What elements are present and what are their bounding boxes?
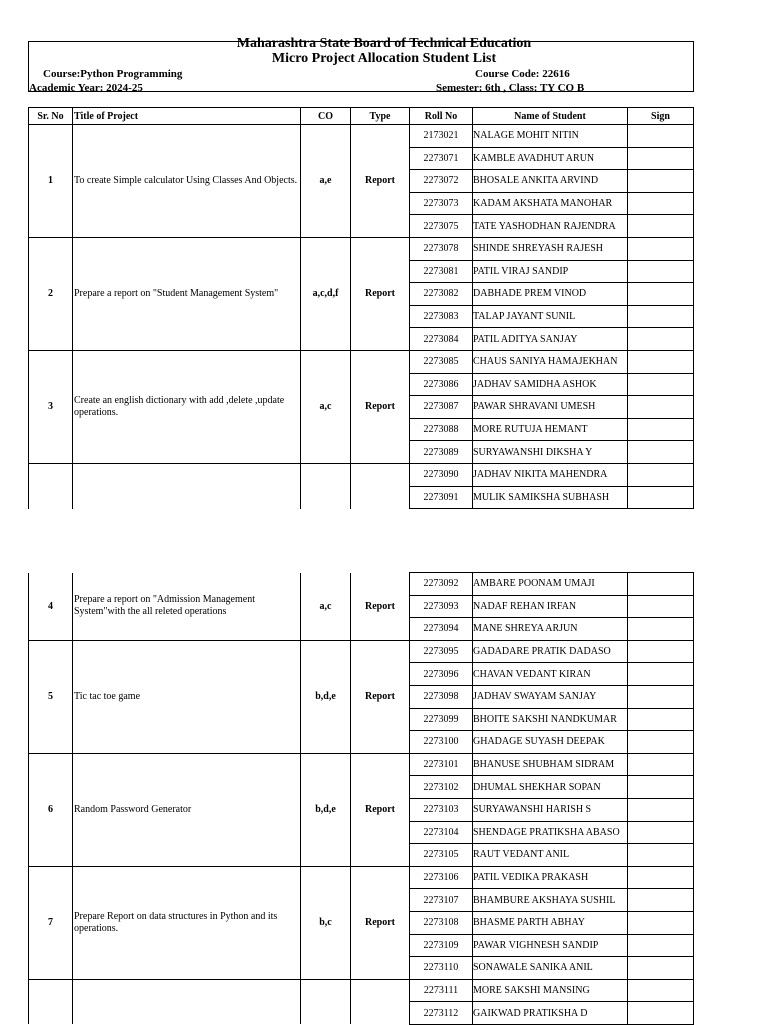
table-row [29,640,694,663]
roll-no-cell: 2273072 [410,170,473,193]
student-name-cell: PAWAR VIGHNESH SANDIP [473,934,628,957]
sign-cell [628,147,694,170]
sign-cell [628,237,694,260]
sign-cell [628,192,694,215]
project-title: Prepare a report on "Student Management System" [73,237,301,350]
sign-cell [628,640,694,663]
col-header-sign: Sign [628,108,694,125]
sign-cell [628,798,694,821]
project-co: a,c [301,350,351,463]
roll-no-cell: 2273073 [410,192,473,215]
student-name-cell: PATIL VEDIKA PRAKASH [473,866,628,889]
roll-no-cell: 2273095 [410,640,473,663]
sign-cell [628,396,694,419]
roll-no-cell: 2273078 [410,237,473,260]
roll-no-cell: 2273098 [410,685,473,708]
roll-no-cell: 2273094 [410,618,473,641]
roll-no-cell: 2273081 [410,260,473,283]
project-sr-no: 7 [29,866,73,979]
student-name-cell: MORE RUTUJA HEMANT [473,418,628,441]
roll-no-cell: 2273091 [410,486,473,509]
semester-class-label: Semester: 6th , Class: TY CO B [436,82,585,94]
student-name-cell: GADADARE PRATIK DADASO [473,640,628,663]
sign-cell [628,350,694,373]
student-name-cell: TATE YASHODHAN RAJENDRA [473,215,628,238]
sign-cell [628,1002,694,1025]
sign-cell [628,125,694,148]
student-name-cell: SHINDE SHREYASH RAJESH [473,237,628,260]
col-header-roll: Roll No [410,108,473,125]
project-sr-no: 2 [29,237,73,350]
roll-no-cell: 2273096 [410,663,473,686]
student-name-cell: MANE SHREYA ARJUN [473,618,628,641]
project-type: Report [351,640,410,753]
sign-cell [628,979,694,1002]
project-type: Report [351,753,410,866]
project-type: Report [351,237,410,350]
project-co: b,d,e [301,640,351,753]
list-title: Micro Project Allocation Student List [271,51,497,66]
sign-cell [628,328,694,351]
project-type: Report [351,125,410,238]
sign-cell [628,753,694,776]
project-sr-no: 1 [29,125,73,238]
sign-cell [628,934,694,957]
sign-cell [628,911,694,934]
student-name-cell: BHASME PARTH ABHAY [473,911,628,934]
roll-no-cell: 2273112 [410,1002,473,1025]
student-name-cell: AMBARE POONAM UMAJI [473,573,628,596]
sign-cell [628,957,694,980]
project-sr-no: 5 [29,640,73,753]
student-name-cell: GHADAGE SUYASH DEEPAK [473,731,628,754]
student-name-cell: BHAMBURE AKSHAYA SUSHIL [473,889,628,912]
student-name-cell: MULIK SAMIKSHA SUBHASH [473,486,628,509]
col-header-co: CO [301,108,351,125]
roll-no-cell: 2273085 [410,350,473,373]
roll-no-cell: 2273090 [410,463,473,486]
project-co [301,979,351,1024]
roll-no-cell: 2273093 [410,595,473,618]
col-header-sr: Sr. No [29,108,73,125]
sign-cell [628,776,694,799]
roll-no-cell: 2273103 [410,798,473,821]
roll-no-cell: 2273092 [410,573,473,596]
roll-no-cell: 2273099 [410,708,473,731]
sign-cell [628,821,694,844]
student-name-cell: RAUT VEDANT ANIL [473,844,628,867]
sign-cell [628,373,694,396]
roll-no-cell: 2273083 [410,305,473,328]
student-name-cell: CHAVAN VEDANT KIRAN [473,663,628,686]
project-type [351,979,410,1024]
project-title: Tic tac toe game [73,640,301,753]
roll-no-cell: 2273108 [410,911,473,934]
student-name-cell: GAIKWAD PRATIKSHA D [473,1002,628,1025]
col-header-type: Type [351,108,410,125]
roll-no-cell: 2273084 [410,328,473,351]
sign-cell [628,685,694,708]
course-code-label: Course Code: 22616 [475,68,570,80]
student-name-cell: PAWAR SHRAVANI UMESH [473,396,628,419]
project-title: Random Password Generator [73,753,301,866]
sign-cell [628,731,694,754]
table-row [29,866,694,889]
student-name-cell: PATIL VIRAJ SANDIP [473,260,628,283]
student-name-cell: JADHAV NIKITA MAHENDRA [473,463,628,486]
student-name-cell: SONAWALE SANIKA ANIL [473,957,628,980]
sign-cell [628,215,694,238]
roll-no-cell: 2273101 [410,753,473,776]
student-name-cell: KADAM AKSHATA MANOHAR [473,192,628,215]
student-name-cell: PATIL ADITYA SANJAY [473,328,628,351]
student-name-cell: DHUMAL SHEKHAR SOPAN [473,776,628,799]
project-sr-no: 3 [29,350,73,463]
student-name-cell: TALAP JAYANT SUNIL [473,305,628,328]
project-title: Prepare Report on data structures in Python and its operations. [73,866,301,979]
roll-no-cell: 2273088 [410,418,473,441]
student-name-cell: BHOSALE ANKITA ARVIND [473,170,628,193]
sign-cell [628,618,694,641]
project-sr-no [29,463,73,508]
project-title [73,463,301,508]
sign-cell [628,418,694,441]
sign-cell [628,866,694,889]
sign-cell [628,463,694,486]
student-name-cell: BHANUSE SHUBHAM SIDRAM [473,753,628,776]
project-title: Prepare a report on "Admission Management System"with the all releted operations [73,573,301,641]
roll-no-cell: 2273086 [410,373,473,396]
student-name-cell: SURYAWANSHI DIKSHA Y [473,441,628,464]
course-label: Course:Python Programming [43,68,183,80]
roll-no-cell: 2273087 [410,396,473,419]
roll-no-cell: 2173021 [410,125,473,148]
table-row [29,979,694,1002]
sign-cell [628,283,694,306]
sign-cell [628,573,694,596]
project-co: a,c,d,f [301,237,351,350]
roll-no-cell: 2273110 [410,957,473,980]
project-co: a,c [301,573,351,641]
project-co: a,e [301,125,351,238]
student-name-cell: MORE SAKSHI MANSING [473,979,628,1002]
roll-no-cell: 2273102 [410,776,473,799]
project-sr-no: 4 [29,573,73,641]
student-name-cell: JADHAV SAMIDHA ASHOK [473,373,628,396]
roll-no-cell: 2273071 [410,147,473,170]
project-co: b,d,e [301,753,351,866]
sign-cell [628,595,694,618]
col-header-name: Name of Student [473,108,628,125]
sign-cell [628,708,694,731]
student-name-cell: BHOITE SAKSHI NANDKUMAR [473,708,628,731]
roll-no-cell: 2273100 [410,731,473,754]
board-title: Maharashtra State Board of Technical Education [236,36,532,51]
roll-no-cell: 2273082 [410,283,473,306]
student-name-cell: NALAGE MOHIT NITIN [473,125,628,148]
roll-no-cell: 2273075 [410,215,473,238]
sign-cell [628,305,694,328]
project-co: b,c [301,866,351,979]
project-type [351,463,410,508]
table-row [29,753,694,776]
col-header-title: Title of Project [73,108,301,125]
roll-no-cell: 2273111 [410,979,473,1002]
student-name-cell: SURYAWANSHI HARISH S [473,798,628,821]
sign-cell [628,260,694,283]
academic-year-label: Academic Year: 2024-25 [29,82,143,94]
roll-no-cell: 2273106 [410,866,473,889]
sign-cell [628,170,694,193]
table-row [29,573,694,596]
sign-cell [628,486,694,509]
project-title: Create an english dictionary with add ,delete ,update operations. [73,350,301,463]
table-row [29,350,694,373]
sign-cell [628,844,694,867]
project-title: To create Simple calculator Using Classes And Objects. [73,125,301,238]
table-row [29,463,694,486]
table-header-row [29,108,694,125]
roll-no-cell: 2273109 [410,934,473,957]
roll-no-cell: 2273104 [410,821,473,844]
roll-no-cell: 2273107 [410,889,473,912]
sign-cell [628,441,694,464]
project-title [73,979,301,1024]
project-sr-no [29,979,73,1024]
table-row [29,125,694,148]
sign-cell [628,889,694,912]
sign-cell [628,663,694,686]
allocation-table-page2 [28,572,694,1025]
student-name-cell: KAMBLE AVADHUT ARUN [473,147,628,170]
project-sr-no: 6 [29,753,73,866]
table-row [29,237,694,260]
roll-no-cell: 2273105 [410,844,473,867]
student-name-cell: CHAUS SANIYA HAMAJEKHAN [473,350,628,373]
allocation-table-page1 [28,107,694,509]
project-type: Report [351,573,410,641]
student-name-cell: NADAF REHAN IRFAN [473,595,628,618]
roll-no-cell: 2273089 [410,441,473,464]
student-name-cell: DABHADE PREM VINOD [473,283,628,306]
project-type: Report [351,350,410,463]
project-type: Report [351,866,410,979]
project-co [301,463,351,508]
student-name-cell: SHENDAGE PRATIKSHA ABASO [473,821,628,844]
student-name-cell: JADHAV SWAYAM SANJAY [473,685,628,708]
